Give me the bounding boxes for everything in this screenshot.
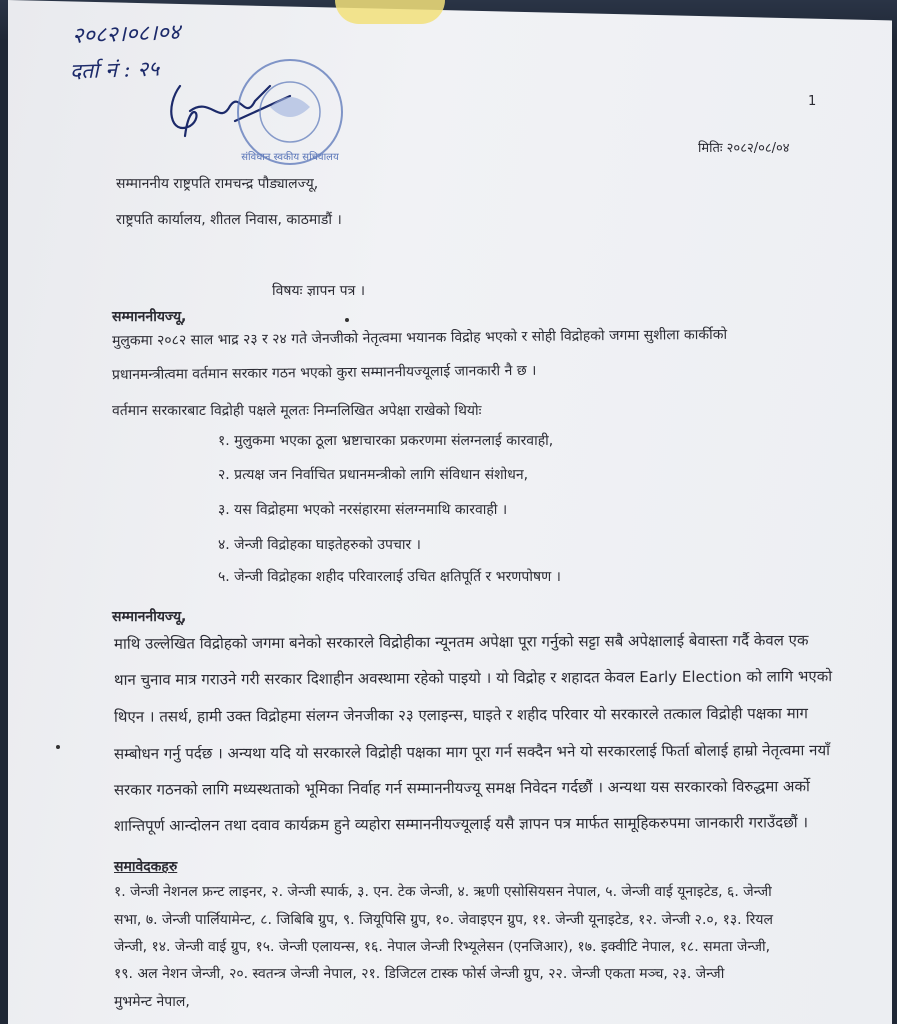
demand-item: ५. जेन्जी विद्रोहका शहीद परिवारलाई उचित क्षतिपूर्ति र भरणपोषण । — [218, 569, 561, 585]
sticky-note — [335, 0, 445, 24]
paragraph-2: वर्तमान सरकारबाट विद्रोही पक्षले मूलतः निम्नलिखित अपेक्षा राखेको थियोः — [112, 403, 482, 419]
subject-line: विषयः ज्ञापन पत्र । — [272, 283, 366, 299]
addressee-line-1: सम्माननीय राष्ट्रपति रामचन्द्र पौड्यालज्यू, — [116, 176, 319, 192]
ink-dot — [56, 745, 60, 749]
demand-item: १. मुलुकमा भएका ठूला भ्रष्टाचारका प्रकरणमा संलग्नलाई कारवाही, — [218, 433, 554, 449]
signers-line: सभा, ७. जेन्जी पार्लियामेन्ट, ८. जिबिबि ग्रुप, ९. जियूपिसि ग्रुप, १०. जेवाइएन ग्रुप, ११. जेन्जी यूनाइटेड, १२. जेन्जी २.०, १३. रियल — [114, 912, 773, 928]
signers-line: १. जेन्जी नेशनल फ्रन्ट लाइनर, २. जेन्जी स्पार्क, ३. एन. टेक जेन्जी, ४. ऋणी एसोसियसन नेपाल, ५. जेन्जी वाई यूनाइटेड, ६. जेन्जी — [114, 884, 772, 900]
body-line: थान चुनाव मात्र गराउने गरी सरकार दिशाहीन अवस्थामा रहेको पाइयो । यो विद्रोह र शहादत केवल Early Election को लागि भएको — [113, 667, 833, 689]
signers-line: १९. अल नेशन जेन्जी, २०. स्वतन्त्र जेन्जी नेपाल, २१. डिजिटल टास्क फोर्स जेन्जी ग्रुप, २२. जेन्जी एकता मञ्च, २३. जेन्जी — [114, 966, 725, 982]
body-line: शान्तिपूर्ण आन्दोलन तथा दवाव कार्यक्रम हुने व्यहोरा सम्माननीयज्यूलाई यसै ज्ञापन पत्र मार्फत सामूहिकरुपमा जानकारी गराउँदछौं । — [113, 813, 809, 835]
salutation-1: सम्माननीयज्यू, — [112, 309, 187, 325]
body-line: माथि उल्लेखित विद्रोहको जगमा बनेको सरकारले विद्रोहीका न्यूनतम अपेक्षा पूरा गर्नुको सट्टा सबै अपेक्षालाई बेवास्ता गर्दै केवल एक — [113, 631, 809, 653]
demand-item: ४. जेन्जी विद्रोहका घाइतेहरुको उपचार । — [218, 537, 421, 553]
body-line: सम्बोधन गर्नु पर्दछ । अन्यथा यदि यो सरकारले विद्रोही पक्षका माग पूरा गर्न सक्दैन भने यो सरकारलाई फिर्ता बोलाई हाम्रो नेतृत्वमा नयाँ — [113, 741, 831, 763]
salutation-2: सम्माननीयज्यू, — [112, 609, 187, 625]
handwritten-darta-no: दर्ता नं : २५ — [69, 56, 160, 84]
handwritten-reg-no: २०८२।०८।०४ — [71, 20, 181, 49]
body-line: थिएन । तसर्थ, हामी उक्त विद्रोहमा संलग्न जेनजीका २३ एलाइन्स, घाइते र शहीद परिवार यो सरकारले तत्काल विद्रोही पक्षका माग — [113, 704, 809, 726]
body-line: सरकार गठनको लागि मध्यस्थताको भूमिका निर्वाह गर्न सम्माननीयज्यू समक्ष निवेदन गर्दछौं । अन्यथा यस सरकारको विरुद्धमा अर्को — [113, 777, 810, 799]
paragraph-1-line-1: मुलुकमा २०८२ साल भाद्र २३ र २४ गते जेनजीको नेतृत्वमा भयानक विद्रोह भएको र सोही विद्रोहको जगमा सुशीला कार्कीको — [111, 326, 728, 350]
signers-line: मुभमेन्ट नेपाल, — [114, 994, 190, 1010]
letter-date: मितिः २०८२/०८/०४ — [698, 141, 790, 156]
demand-item: २. प्रत्यक्ष जन निर्वाचित प्रधानमन्त्रीको लागि संविधान संशोधन, — [218, 467, 529, 483]
signers-line: जेन्जी, १४. जेन्जी वाई ग्रुप, १५. जेन्जी एलायन्स, १६. नेपाल जेन्जी रिभ्यूलेसन (एनजिआर), १७. इक्वीटि नेपाल, १८. समता जेन्जी, — [114, 939, 771, 955]
ink-dot — [345, 318, 349, 322]
seal-text: संविधान स्वकीय सचिवालय — [241, 152, 339, 163]
office-seal — [225, 52, 355, 172]
paragraph-1-line-2: प्रधानमन्त्रीत्वमा वर्तमान सरकार गठन भएको कुरा सम्माननीयज्यूलाई जानकारी नै छ । — [111, 362, 537, 384]
addressee-line-2: राष्ट्रपति कार्यालय, शीतल निवास, काठमाडौं । — [116, 212, 342, 228]
page-number: 1 — [808, 94, 817, 109]
signers-heading: समावेदकहरु — [114, 859, 178, 875]
demand-item: ३. यस विद्रोहमा भएको नरसंहारमा संलग्नमाथि कारवाही । — [218, 502, 508, 518]
